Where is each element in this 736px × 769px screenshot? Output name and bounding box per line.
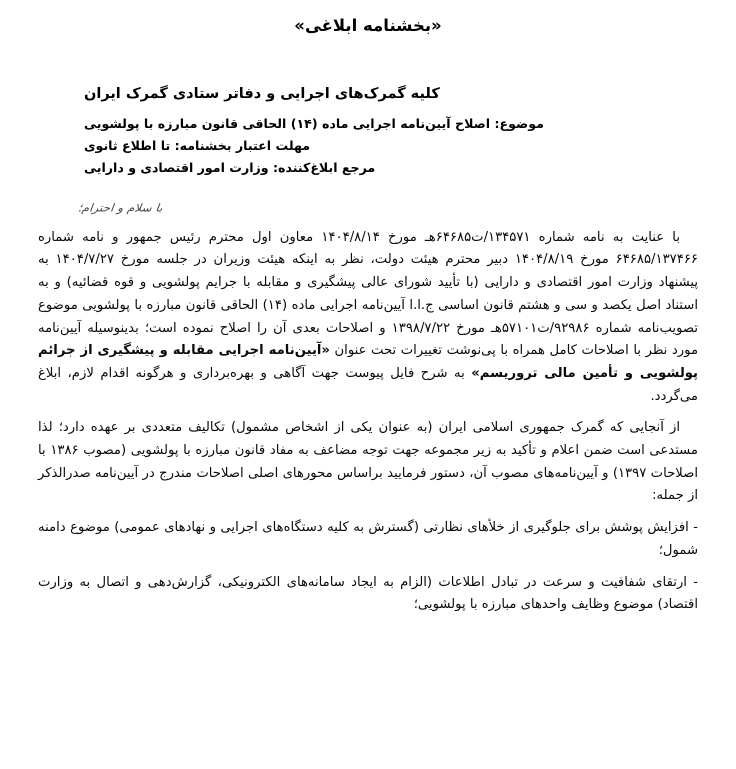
regulation-title-quoted: «آیین‌نامه اجرایی مقابله و پیشگیری از جرائم پولشویی و تأمین مالی تروریسم» bbox=[38, 343, 698, 381]
document-header bbox=[38, 83, 698, 179]
page-title: «بخشنامه ابلاغی» bbox=[294, 16, 442, 35]
header-subject-line: موضوع: اصلاح آیین‌نامه اجرایی ماده (۱۴) الحاقی قانون مبارزه با پولشویی bbox=[84, 115, 544, 131]
paragraph-1-segment-1: با عنایت به نامه شماره ۱۳۴۵۷۱/ت۶۴۶۸۵هـ مورخ ۱۴۰۴/۸/۱۴ معاون اول محترم رئیس جمهور و نامه شماره ۶۴۶۸۵/۱۳۷۴۶۶ مورخ ۱۴۰۴/۸/۱۹ دبیر محترم هیئت دولت، نظر به اینکه هیئت وزیران در جلسه مورخ ۱۴۰۴/۷/۲۷ به پیشنهاد وزارت امور اقتصادی و دارایی (با تأیید شورای عالی پیشگیری و مقابله با جرایم پولشویی و قوه قضائیه) و به استناد اصل یکصد و سی و هشتم قانون اساسی ج.ا.ا آیین‌نامه اجرایی ماده (۱۴) الحاقی قانون مبارزه با پولشویی موضوع تصویب‌نامه شماره ۹۲۹۸۶/ت۵۷۱۰۱هـ مورخ ۱۳۹۸/۷/۲۲ و اصلاحات بعدی آن را اصلاح نموده است؛ بدینوسیله آیین‌نامه مورد نظر با اصلاحات کامل همراه با پی‌نوشت تغییرات تحت عنوان bbox=[38, 229, 699, 359]
header-issuer-line: مرجع ابلاغ‌کننده: وزارت امور اقتصادی و دارایی bbox=[84, 160, 376, 176]
body-paragraph-2: از آنجایی که گمرک جمهوری اسلامی ایران (به عنوان یکی از اشخاص مشمول) تکالیف متعددی بر عهده دارد؛ لذا مستدعی است ضمن اعلام و تأکید به زیر مجموعه جهت توجه مضاعف به مفاد قانون مبارزه با پولشویی (مصوب ۱۳۸۶ با اصلاحات ۱۳۹۷) و آیین‌نامه‌های مصوب آن، دستور فرمایید براساس محورهای اصلی اصلاحات مندرج در آیین‌نامه صدرالذکر از جمله: bbox=[38, 420, 698, 504]
header-validity-line: مهلت اعتبار بخشنامه: تا اطلاع ثانوی bbox=[84, 137, 311, 153]
document-body bbox=[38, 227, 698, 617]
body-bullet-2: - ارتقای شفافیت و سرعت در تبادل اطلاعات (الزام به ایجاد سامانه‌های الکترونیکی، گزارش‌دهی و اتصال به وزارت اقتصاد) موضوع وظایف واحدهای مبارزه با پولشویی؛ bbox=[38, 574, 698, 613]
body-paragraph-1 bbox=[38, 227, 698, 409]
header-addressee: کلیه گمرک‌های اجرایی و دفاتر ستادی گمرک ایران bbox=[84, 86, 440, 103]
body-bullet-1: - افزایش پوشش برای جلوگیری از خلأهای نظارتی (گسترش به کلیه دستگاه‌های اجرایی و نهادهای عمومی) موضوع دامنه شمول؛ bbox=[38, 520, 698, 558]
salutation-text: با سلام و احترام؛ bbox=[77, 201, 164, 215]
paragraph-1-segment-2: به شرح فایل پیوست جهت آگاهی و بهره‌برداری و هرگونه اقدام لازم، ابلاغ می‌گردد. bbox=[38, 365, 698, 404]
